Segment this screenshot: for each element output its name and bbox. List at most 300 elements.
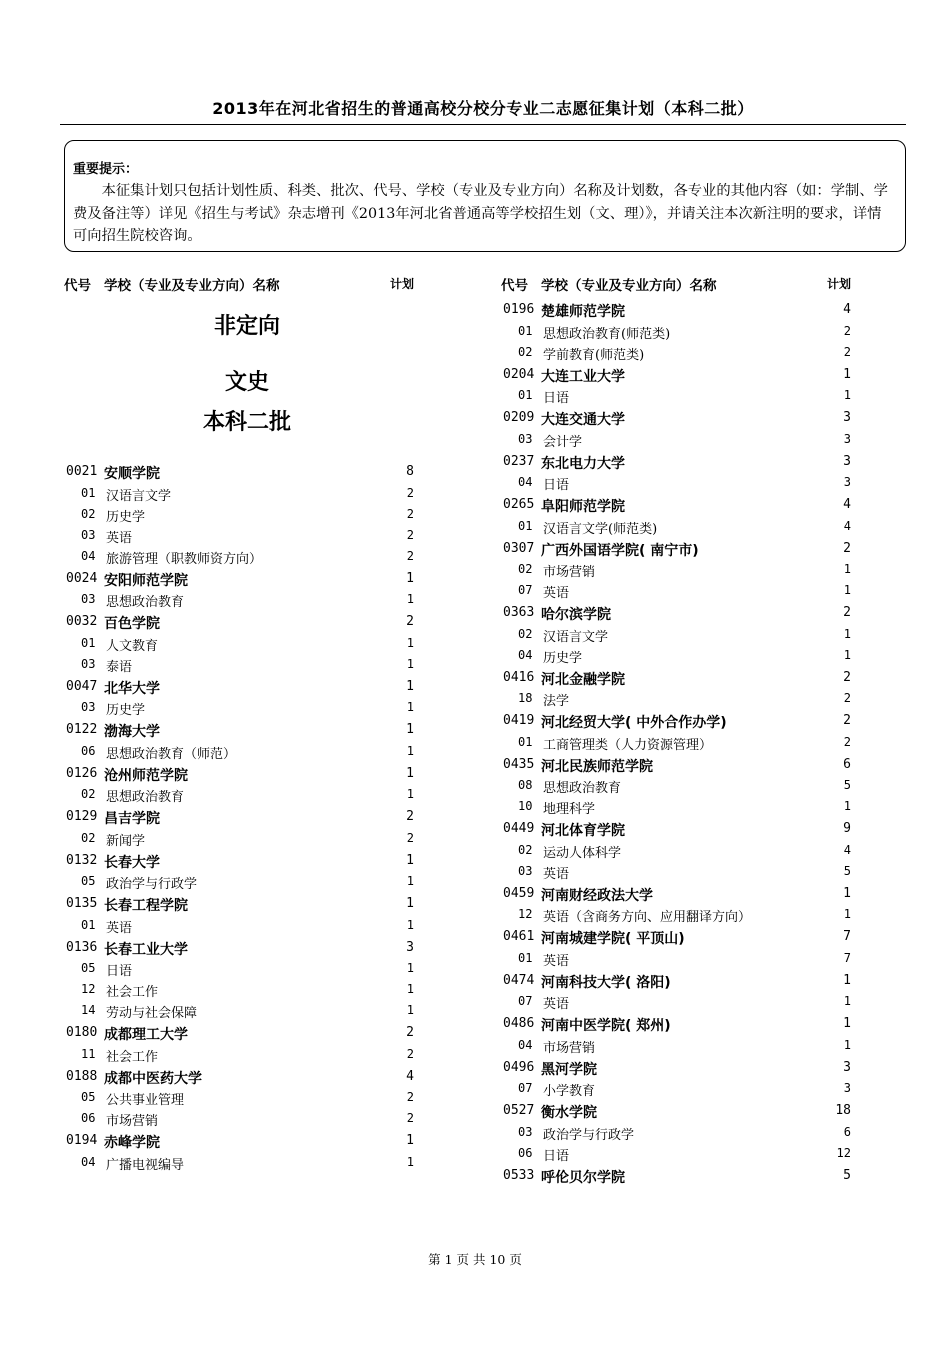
major-plan: 2 — [406, 527, 414, 542]
major-row — [64, 525, 414, 546]
school-code: 0021 — [66, 464, 98, 479]
major-plan: 7 — [843, 950, 851, 965]
major-row — [501, 1143, 851, 1164]
left-school-list — [64, 460, 414, 1173]
major-code: 06 — [81, 1111, 96, 1125]
section-type: 非定向 — [213, 314, 280, 339]
school-code: 0209 — [503, 410, 535, 425]
major-plan: 3 — [843, 431, 851, 446]
major-code: 03 — [518, 863, 533, 878]
major-row — [501, 775, 851, 796]
school-code: 0204 — [503, 366, 535, 382]
header-code: 代号 — [501, 278, 528, 294]
school-row — [64, 567, 414, 590]
major-name: 市场营销 — [543, 565, 596, 580]
school-plan: 3 — [843, 453, 851, 469]
school-plan: 1 — [406, 765, 414, 781]
school-entry — [501, 1012, 851, 1056]
major-name: 市场营销 — [543, 1040, 596, 1056]
major-name: 日语 — [543, 1148, 570, 1164]
school-name: 沧州师范学院 — [104, 767, 188, 784]
school-plan: 4 — [843, 497, 851, 512]
major-name: 会计学 — [543, 434, 583, 450]
major-code: 12 — [518, 907, 533, 921]
major-row — [64, 828, 414, 849]
major-code: 04 — [518, 1037, 533, 1052]
major-row — [501, 472, 851, 493]
major-row — [501, 429, 851, 450]
school-entry — [501, 1056, 851, 1100]
school-entry — [501, 298, 851, 363]
school-code: 0449 — [503, 821, 535, 836]
major-plan: 1 — [843, 994, 851, 1008]
major-name: 劳动与社会保障 — [106, 1006, 198, 1021]
school-code: 0265 — [503, 497, 535, 512]
major-plan: 2 — [406, 1046, 414, 1061]
major-name: 新闻学 — [106, 833, 146, 849]
major-row — [64, 979, 414, 1000]
major-name: 小学教育 — [543, 1084, 596, 1099]
header-name: 学校（专业及专业方向）名称 — [104, 278, 280, 294]
school-plan: 18 — [835, 1103, 851, 1118]
major-row — [501, 559, 851, 580]
school-entry — [501, 817, 851, 882]
school-row — [501, 298, 851, 321]
major-plan: 4 — [843, 518, 851, 533]
major-row — [501, 840, 851, 861]
school-row — [64, 936, 414, 959]
school-code: 0032 — [66, 614, 98, 629]
school-name: 河北民族师范学院 — [541, 758, 653, 775]
school-plan: 6 — [843, 756, 851, 772]
school-plan: 1 — [843, 366, 851, 382]
major-name: 工商管理类（人力资源管理） — [543, 737, 713, 753]
major-name: 英语 — [106, 920, 133, 936]
school-name: 成都理工大学 — [104, 1027, 188, 1043]
school-name: 长春大学 — [104, 854, 160, 871]
school-entry — [64, 460, 414, 567]
major-row — [64, 1108, 414, 1129]
school-plan: 1 — [406, 896, 414, 911]
school-row — [501, 817, 851, 840]
school-entry — [64, 610, 414, 675]
school-code: 0129 — [66, 809, 98, 824]
major-code: 02 — [518, 842, 533, 857]
school-entry — [501, 493, 851, 537]
school-plan: 3 — [843, 1059, 851, 1075]
major-plan: 2 — [843, 691, 851, 705]
major-code: 02 — [518, 626, 533, 641]
school-name: 北华大学 — [104, 680, 160, 697]
major-name: 广播电视编导 — [106, 1157, 185, 1173]
school-name: 河南科技大学( 洛阳) — [541, 974, 671, 991]
school-name: 广西外国语学院( 南宁市) — [541, 542, 699, 559]
major-name: 社会工作 — [106, 985, 159, 1000]
major-name: 英语 — [106, 530, 133, 546]
major-code: 07 — [518, 1081, 533, 1095]
school-entry — [64, 892, 414, 936]
notice-box — [64, 140, 906, 252]
school-entry — [64, 1065, 414, 1130]
school-entry — [501, 1164, 851, 1187]
major-code: 10 — [518, 799, 533, 813]
school-entry — [501, 969, 851, 1013]
major-name: 人文教育 — [106, 638, 159, 654]
major-name: 地理科学 — [543, 802, 596, 817]
school-row — [64, 805, 414, 828]
major-row — [501, 1122, 851, 1143]
school-row — [64, 718, 414, 741]
school-plan: 2 — [406, 1025, 414, 1040]
major-code: 01 — [518, 323, 533, 338]
major-row — [501, 861, 851, 882]
major-name: 思想政治教育 — [106, 595, 185, 610]
left-column — [64, 268, 414, 1173]
major-name: 思想政治教育(师范类) — [543, 326, 671, 342]
major-name: 学前教育(师范类) — [543, 347, 645, 363]
school-entry — [501, 925, 851, 969]
school-row — [64, 460, 414, 483]
school-entry — [501, 406, 851, 450]
school-name: 衡水学院 — [541, 1105, 597, 1121]
major-code: 03 — [81, 700, 96, 714]
school-code: 0126 — [66, 765, 98, 781]
major-code: 06 — [518, 1145, 533, 1160]
major-code: 03 — [81, 656, 96, 671]
major-plan: 1 — [406, 592, 414, 606]
school-entry — [64, 936, 414, 1022]
major-name: 法学 — [543, 694, 570, 709]
column-header — [501, 268, 851, 298]
major-row — [64, 958, 414, 979]
major-name: 日语 — [543, 478, 570, 493]
school-code: 0459 — [503, 885, 535, 901]
school-code: 0237 — [503, 453, 535, 469]
document-title: 2013年在河北省招生的普通高校分校分专业二志愿征集计划（本科二批） — [212, 99, 754, 118]
major-row — [501, 580, 851, 601]
school-row — [501, 406, 851, 429]
school-plan: 3 — [843, 410, 851, 425]
major-plan: 1 — [406, 700, 414, 714]
school-code: 0194 — [66, 1133, 98, 1148]
title-divider — [60, 124, 906, 125]
section-category: 文史 — [224, 370, 269, 395]
major-code: 07 — [518, 583, 533, 597]
major-code: 04 — [518, 475, 533, 489]
major-row — [501, 516, 851, 537]
major-row — [501, 321, 851, 342]
school-plan: 1 — [406, 1133, 414, 1148]
major-plan: 1 — [406, 961, 414, 975]
major-name: 社会工作 — [106, 1049, 159, 1065]
major-name: 英语 — [543, 997, 570, 1012]
major-row — [64, 784, 414, 805]
school-name: 哈尔滨学院 — [541, 607, 611, 623]
school-code: 0461 — [503, 929, 535, 944]
school-name: 长春工程学院 — [104, 898, 188, 914]
school-row — [501, 1164, 851, 1187]
school-code: 0533 — [503, 1167, 535, 1183]
school-name: 阜阳师范学院 — [541, 499, 625, 515]
school-row — [501, 969, 851, 992]
major-code: 02 — [518, 344, 533, 359]
school-code: 0419 — [503, 713, 535, 728]
major-code: 03 — [518, 431, 533, 446]
major-plan: 1 — [843, 907, 851, 921]
major-row — [501, 624, 851, 645]
column-header — [64, 268, 414, 298]
major-plan: 6 — [843, 1124, 851, 1139]
major-name: 泰语 — [106, 659, 133, 675]
major-code: 05 — [81, 961, 96, 975]
major-code: 18 — [518, 691, 533, 705]
school-code: 0024 — [66, 570, 98, 586]
page-footer: 第 1 页 共 10 页 — [428, 1252, 522, 1267]
major-name: 历史学 — [106, 703, 146, 718]
school-code: 0180 — [66, 1025, 98, 1040]
major-code: 02 — [81, 830, 96, 845]
major-row — [64, 1000, 414, 1021]
school-row — [64, 675, 414, 698]
major-plan: 1 — [406, 656, 414, 671]
major-code: 03 — [81, 527, 96, 542]
major-plan: 2 — [406, 1090, 414, 1104]
school-name: 百色学院 — [104, 616, 160, 632]
major-row — [64, 1087, 414, 1108]
header-name: 学校（专业及专业方向）名称 — [541, 278, 717, 294]
major-row — [64, 546, 414, 567]
school-name: 成都中医药大学 — [104, 1070, 202, 1087]
major-code: 01 — [518, 734, 533, 749]
major-plan: 1 — [843, 562, 851, 576]
major-name: 思想政治教育（师范） — [106, 746, 237, 762]
major-plan: 1 — [843, 388, 851, 402]
major-code: 02 — [81, 787, 96, 801]
major-code: 01 — [81, 485, 96, 500]
major-plan: 2 — [843, 344, 851, 359]
school-code: 0435 — [503, 756, 535, 772]
major-plan: 2 — [406, 485, 414, 500]
school-name: 东北电力大学 — [541, 455, 625, 472]
school-entry — [64, 718, 414, 762]
major-row — [64, 483, 414, 504]
school-row — [64, 1021, 414, 1044]
school-code: 0496 — [503, 1059, 535, 1075]
school-plan: 1 — [843, 885, 851, 901]
major-plan: 5 — [843, 778, 851, 792]
major-plan: 1 — [843, 799, 851, 813]
major-plan: 2 — [406, 1111, 414, 1125]
school-row — [501, 753, 851, 776]
school-code: 0122 — [66, 722, 98, 737]
major-name: 政治学与行政学 — [543, 1127, 635, 1143]
major-row — [501, 385, 851, 406]
school-plan: 1 — [406, 722, 414, 737]
school-entry — [501, 450, 851, 494]
major-name: 政治学与行政学 — [106, 877, 198, 892]
major-plan: 1 — [843, 1037, 851, 1052]
school-name: 大连交通大学 — [541, 412, 625, 428]
school-plan: 1 — [406, 852, 414, 868]
major-code: 05 — [81, 1090, 96, 1104]
header-code: 代号 — [64, 278, 91, 294]
major-row — [501, 1035, 851, 1056]
school-entry — [64, 675, 414, 719]
major-row — [501, 732, 851, 753]
major-name: 汉语言文学 — [106, 488, 172, 504]
major-plan: 2 — [406, 830, 414, 845]
major-row — [64, 654, 414, 675]
school-plan: 8 — [406, 464, 414, 479]
major-code: 04 — [81, 548, 96, 563]
school-row — [501, 537, 851, 560]
major-plan: 2 — [406, 548, 414, 563]
major-row — [501, 645, 851, 666]
major-name: 日语 — [106, 964, 133, 979]
school-entry — [501, 753, 851, 818]
school-row — [501, 1099, 851, 1122]
school-name: 楚雄师范学院 — [541, 304, 625, 320]
major-row — [64, 1152, 414, 1173]
major-code: 08 — [518, 778, 533, 792]
school-entry — [501, 882, 851, 926]
school-code: 0474 — [503, 972, 535, 988]
major-code: 14 — [81, 1003, 96, 1017]
school-row — [501, 882, 851, 905]
school-name: 大连工业大学 — [541, 368, 625, 385]
school-row — [64, 762, 414, 785]
school-plan: 1 — [843, 972, 851, 988]
major-row — [64, 915, 414, 936]
major-plan: 5 — [843, 863, 851, 878]
major-name: 汉语言文学 — [543, 629, 609, 645]
school-entry — [64, 762, 414, 806]
school-name: 昌吉学院 — [104, 811, 160, 827]
major-code: 04 — [518, 647, 533, 662]
school-code: 0135 — [66, 896, 98, 911]
school-plan: 1 — [406, 678, 414, 694]
school-plan: 3 — [406, 939, 414, 955]
school-code: 0486 — [503, 1016, 535, 1031]
school-name: 河南城建学院( 平顶山) — [541, 931, 685, 947]
school-row — [501, 363, 851, 386]
major-name: 日语 — [543, 391, 570, 406]
school-entry — [501, 537, 851, 602]
major-name: 思想政治教育 — [543, 781, 622, 796]
school-code: 0047 — [66, 678, 98, 694]
notice-title: 重要提示： — [73, 162, 139, 177]
school-plan: 4 — [406, 1068, 414, 1084]
major-row — [64, 697, 414, 718]
school-name: 河南中医学院( 郑州) — [541, 1018, 671, 1034]
school-name: 长春工业大学 — [104, 941, 188, 958]
section-batch: 本科二批 — [202, 410, 291, 435]
major-row — [501, 904, 851, 925]
school-row — [64, 1129, 414, 1152]
major-name: 英语 — [543, 866, 570, 882]
school-code: 0188 — [66, 1068, 98, 1084]
school-name: 呼伦贝尔学院 — [541, 1169, 625, 1186]
major-code: 03 — [518, 1124, 533, 1139]
school-code: 0196 — [503, 302, 535, 317]
major-code: 04 — [81, 1154, 96, 1169]
major-row — [501, 991, 851, 1012]
major-row — [501, 1078, 851, 1099]
major-name: 汉语言文学(师范类) — [543, 521, 658, 537]
school-plan: 2 — [843, 713, 851, 728]
major-plan: 2 — [843, 323, 851, 338]
major-code: 11 — [81, 1046, 96, 1061]
school-row — [501, 1056, 851, 1079]
school-plan: 9 — [843, 821, 851, 836]
major-row — [64, 871, 414, 892]
header-plan: 计划 — [826, 277, 851, 291]
school-entry — [501, 1099, 851, 1164]
school-plan: 7 — [843, 929, 851, 944]
school-code: 0307 — [503, 540, 535, 556]
school-plan: 2 — [843, 605, 851, 620]
school-plan: 4 — [843, 302, 851, 317]
major-row — [64, 633, 414, 654]
major-plan: 4 — [843, 842, 851, 857]
school-code: 0416 — [503, 669, 535, 685]
header-plan: 计划 — [389, 277, 414, 291]
major-row — [501, 948, 851, 969]
school-name: 黑河学院 — [541, 1061, 597, 1078]
major-code: 01 — [518, 388, 533, 402]
school-code: 0363 — [503, 605, 535, 620]
school-entry — [64, 567, 414, 611]
major-row — [64, 589, 414, 610]
school-code: 0132 — [66, 852, 98, 868]
major-plan: 1 — [406, 1154, 414, 1169]
school-entry — [64, 849, 414, 893]
school-row — [64, 849, 414, 872]
school-entry — [501, 666, 851, 710]
major-code: 01 — [81, 917, 96, 932]
school-name: 安顺学院 — [104, 466, 160, 482]
school-row — [501, 709, 851, 732]
school-name: 河北金融学院 — [541, 671, 625, 688]
major-row — [501, 796, 851, 817]
school-entry — [501, 709, 851, 753]
major-name: 运动人体科学 — [543, 845, 622, 861]
school-row — [64, 610, 414, 633]
school-name: 渤海大学 — [104, 724, 160, 740]
school-plan: 2 — [406, 809, 414, 824]
school-plan: 2 — [406, 614, 414, 629]
major-name: 历史学 — [543, 650, 583, 666]
right-column — [501, 268, 851, 1186]
school-plan: 2 — [843, 669, 851, 685]
major-plan: 2 — [843, 734, 851, 749]
major-code: 02 — [518, 562, 533, 576]
school-entry — [64, 805, 414, 849]
major-code: 01 — [518, 518, 533, 533]
school-name: 河北体育学院 — [541, 823, 625, 839]
major-plan: 1 — [406, 635, 414, 650]
major-name: 思想政治教育 — [106, 790, 185, 805]
school-entry — [501, 363, 851, 407]
school-plan: 5 — [843, 1167, 851, 1183]
major-plan: 3 — [843, 475, 851, 489]
major-name: 英语（含商务方向、应用翻译方向） — [543, 910, 752, 925]
major-code: 12 — [81, 982, 96, 996]
major-code: 01 — [518, 950, 533, 965]
school-entry — [64, 1021, 414, 1065]
school-entry — [501, 601, 851, 666]
major-plan: 1 — [406, 787, 414, 801]
